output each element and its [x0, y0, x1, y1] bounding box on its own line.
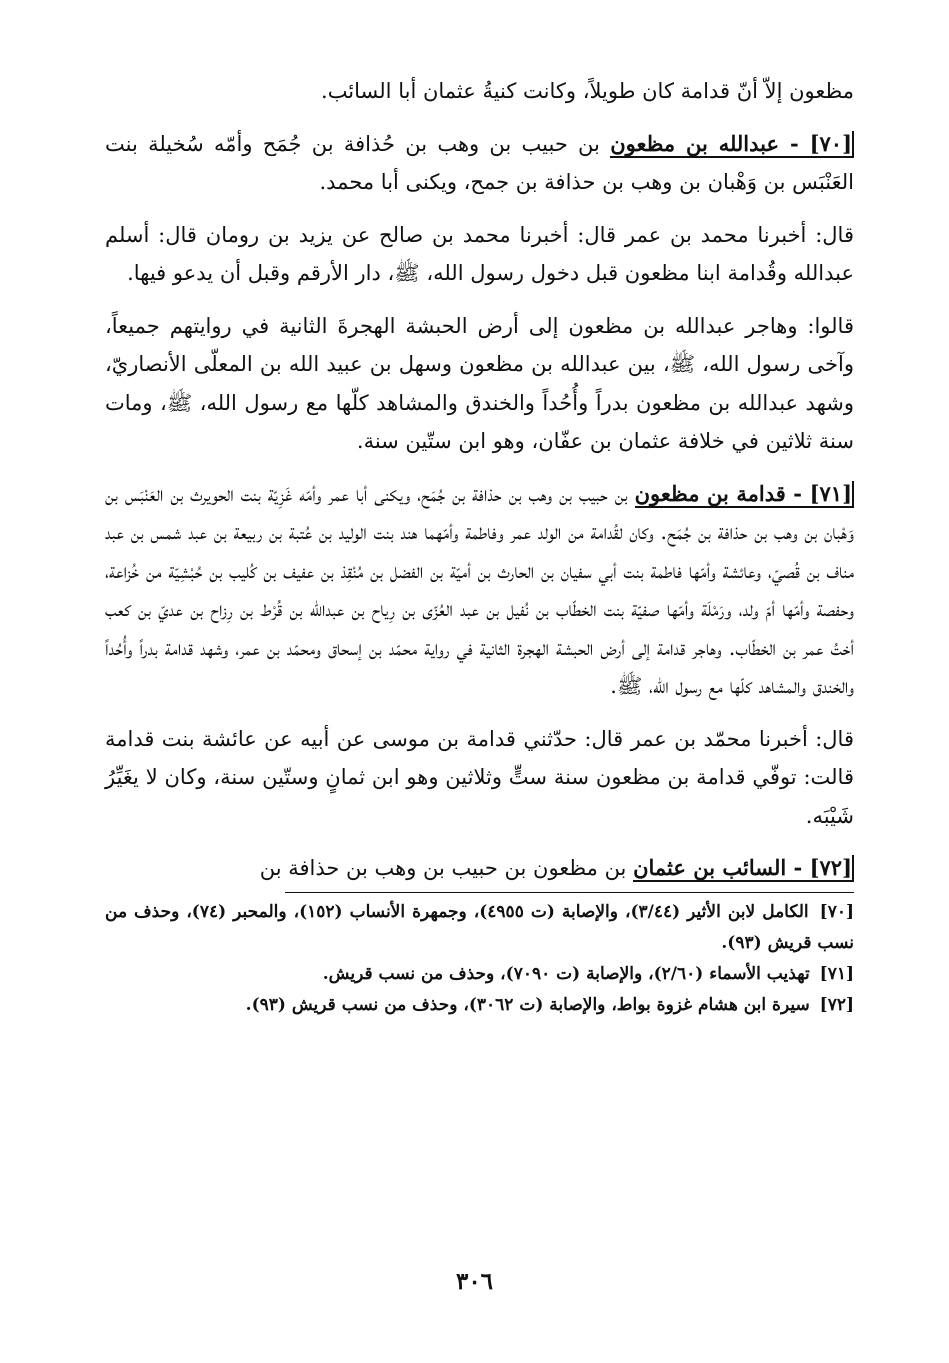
entry-text-71: بن حبيب بن وهب بن حذافة بن جُمَح، ويكنى أبا عمر وأمّه غَزِيّة بنت الحويرث بن العَنْبَس بن وَهْبان بن وهب بن حذافة بن جُمَح. وكان لقُدامة من الولد عمر وفاطمة وأمّهما هند بنت الوليد بن عُتبة بن ربيعة بن عبد شمس بن عبد مناف بن قُصيّ، وعائشة وأمّها فاطمة بنت أبي سفيان بن الحارث بن أميّة بن الفضل بن مُنْقِذ بن عفيف بن كُليب بن حُبْشِيّة من خُزاعة، وحفصة وأمّها أمّ ولد، ورَمْلَة وأمّها صفيّة بنت الخطّاب بن نُفيل بن عبد العُزّى بن رِياح بن عبدالله بن قُرْط بن رِزاح بن عديّ بن كعب أختُ عمر بن الخطّاب. وهاجر قدامة إلى أرض الحبشة الهجرة الثانية في رواية محمّد بن إسحاق ومحمّد بن عمر، وشهد قدامة بدراً وأُحُداً والخندق والمشاهد كلّها مع رسول الله، ﷺ.	[105, 481, 854, 698]
paragraph-isnad-2: قال: أخبرنا محمّد بن عمر قال: حدّثني قدامة بن موسى عن أبيه عن عائشة بنت قدامة قالت: توفّي قدامة بن مظعون سنة ستٍّ وثلاثين وهو ابن ثمانٍ وستّين سنة، وكان لا يغَيِّرُ شَيْبَه.	[105, 726, 854, 828]
footnote-70: [٧٠] الكامل لابن الأثير (٣/٤٤)، والإصابة (ت ٤٩٥٥)، وجمهرة الأنساب (١٥٢)، والمحبر (٧٤)، وحذف من نسب قريش (٩٣).	[105, 901, 855, 953]
entry-text-70: بن حبيب بن وهب بن حُذافة بن جُمَح وأمّه سُخيلة بنت العَنْبَس بن وَهْبان بن وهب بن حذافة بن جمح، ويكنى أبا محمد.	[105, 131, 854, 194]
footnote-72: [٧٢] سيرة ابن هشام غزوة بواط، والإصابة (ت ٣٠٦٢)، وحذف من نسب قريش (٩٣).	[245, 994, 854, 1015]
paragraph-continuation: مظعون إلاّ أنّ قدامة كان طويلاً، وكانت كنيةُ عثمان أبا السائب.	[321, 79, 854, 103]
entry-name-70: عبدالله بن مظعون	[610, 130, 780, 156]
paragraph-qalu: قالوا: وهاجر عبدالله بن مظعون إلى أرض الحبشة الهجرةَ الثانية في روايتهم جميعاً، وآخى رسول الله، ﷺ، بين عبدالله بن مظعون وسهل بن عبيد الله بن المعلّى الأنصاريّ، وشهد عبدالله بن مظعون بدراً وأُحُداً والخندق والمشاهد كلّها مع رسول الله، ﷺ، ومات سنة ثلاثين في خلافة عثمان بن عفّان، وهو ابن ستّين سنة.	[105, 313, 854, 453]
footnote-71: [٧١] تهذيب الأسماء (٢/٦٠)، والإصابة (ت ٧٠٩٠)، وحذف من نسب قريش.	[322, 963, 854, 984]
entry-name-72: السائب بن عثمان	[633, 855, 787, 880]
entry-name-71: قدامة بن مظعون	[634, 480, 786, 506]
entry-70	[105, 125, 854, 202]
footnote-separator	[285, 892, 854, 893]
entry-72	[105, 849, 854, 888]
entry-text-72: بن مظعون بن حبيب بن وهب بن حذافة بن	[259, 856, 627, 880]
footnotes	[105, 897, 854, 1021]
entry-number-72: [٧٢] - السائب بن عثمان	[633, 855, 852, 880]
entry-71	[105, 475, 854, 706]
entry-number-70: [٧٠] - عبدالله بن مظعون	[610, 130, 853, 156]
entry-number-71: [٧١] - قدامة بن مظعون	[634, 480, 852, 506]
page-number: ٣٠٦	[455, 1268, 494, 1295]
paragraph-isnad-1: قال: أخبرنا محمد بن عمر قال: أخبرنا محمد بن صالح عن يزيد بن رومان قال: أسلم عبدالله وقُدامة ابنا مظعون قبل دخول رسول الله، ﷺ، دار الأرقم وقبل أن يدعو فيها.	[105, 222, 854, 285]
